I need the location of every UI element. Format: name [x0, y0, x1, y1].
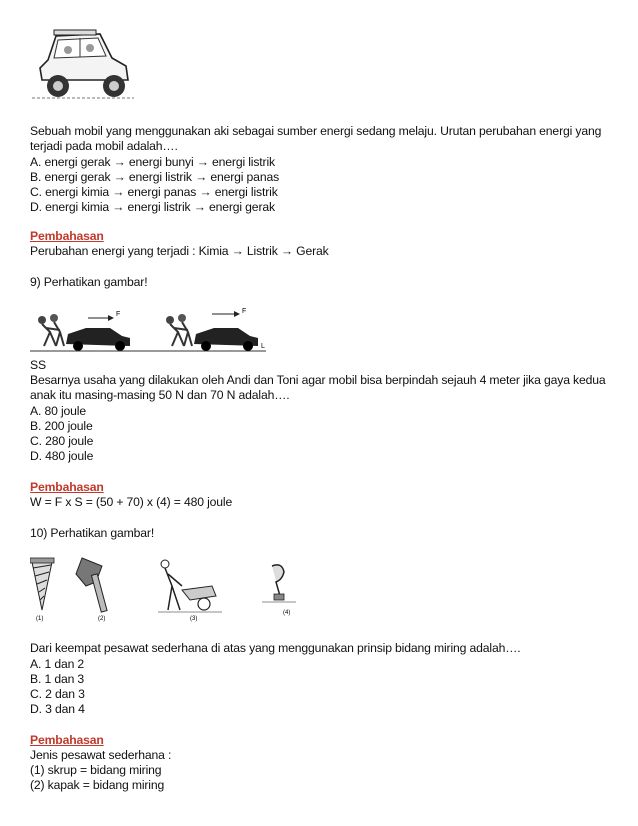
- q10-pembahasan-line-2: (1) skrup = bidang miring: [30, 763, 162, 777]
- q10-pembahasan-label: Pembahasan: [30, 733, 104, 747]
- figure-label-2: (2): [98, 616, 106, 622]
- q9-option-b: B. 200 joule: [30, 419, 93, 433]
- q9-marker: SS: [30, 358, 46, 372]
- q8-pembahasan-text: Perubahan energi yang terjadi : Kimia → Listrik → Gerak: [30, 244, 329, 258]
- q8-pembahasan-label: Pembahasan: [30, 229, 104, 243]
- end-label: L: [261, 343, 265, 350]
- q10-pembahasan-line-3: (2) kapak = bidang miring: [30, 778, 165, 792]
- scene-left: [38, 311, 130, 351]
- simple-machines-illustration: [30, 556, 310, 622]
- q9-option-a: A. 80 joule: [30, 404, 86, 418]
- q10-option-c: C. 2 dan 3: [30, 687, 85, 701]
- scene-right: [166, 308, 258, 351]
- q8-option-b: B. energi gerak → energi listrik → energi panas: [30, 170, 280, 184]
- force-label-left: F: [116, 311, 121, 318]
- q9-pembahasan-text: W = F x S = (50 + 70) x (4) = 480 joule: [30, 495, 233, 509]
- q8-option-c: C. energi kimia → energi panas → energi listrik: [30, 185, 278, 199]
- pushing-car-illustration: [30, 304, 270, 354]
- q10-header: 10) Perhatikan gambar!: [30, 526, 155, 540]
- q8-stem: Sebuah mobil yang menggunakan aki sebagai sumber energi sedang melaju. Urutan perubahan energi yang terjadi pada mobil adalah….: [30, 124, 602, 153]
- q10-pembahasan-line-1: Jenis pesawat sederhana :: [30, 748, 172, 762]
- q8-option-a: A. energi gerak → energi bunyi → energi listrik: [30, 155, 275, 169]
- screw-figure: [30, 558, 54, 622]
- figure-label-4: (4): [283, 610, 291, 616]
- q8-option-d: D. energi kimia → energi listrik → energi gerak: [30, 200, 275, 214]
- q9-header: 9) Perhatikan gambar!: [30, 275, 148, 289]
- q9-pembahasan-label: Pembahasan: [30, 480, 104, 494]
- q10-option-b: B. 1 dan 3: [30, 672, 85, 686]
- q10-option-d: D. 3 dan 4: [30, 702, 85, 716]
- axe-figure: [76, 558, 107, 622]
- figure-label-3: (3): [190, 616, 198, 622]
- q9-option-c: C. 280 joule: [30, 434, 94, 448]
- wheelbarrow-figure: [158, 560, 222, 622]
- q10-option-a: A. 1 dan 2: [30, 657, 85, 671]
- q10-stem: Dari keempat pesawat sederhana di atas yang menggunakan prinsip bidang miring adalah….: [30, 641, 521, 655]
- figure-label-1: (1): [36, 616, 44, 622]
- q9-stem: Besarnya usaha yang dilakukan oleh Andi dan Toni agar mobil bisa berpindah sejauh 4 meter jika gaya kedua anak itu masing-masing 50 N dan 70 N adalah….: [30, 373, 606, 402]
- q9-option-d: D. 480 joule: [30, 449, 94, 463]
- force-label-right: F: [242, 308, 247, 315]
- bottle-opener-figure: [262, 565, 296, 616]
- car-illustration: [28, 28, 138, 104]
